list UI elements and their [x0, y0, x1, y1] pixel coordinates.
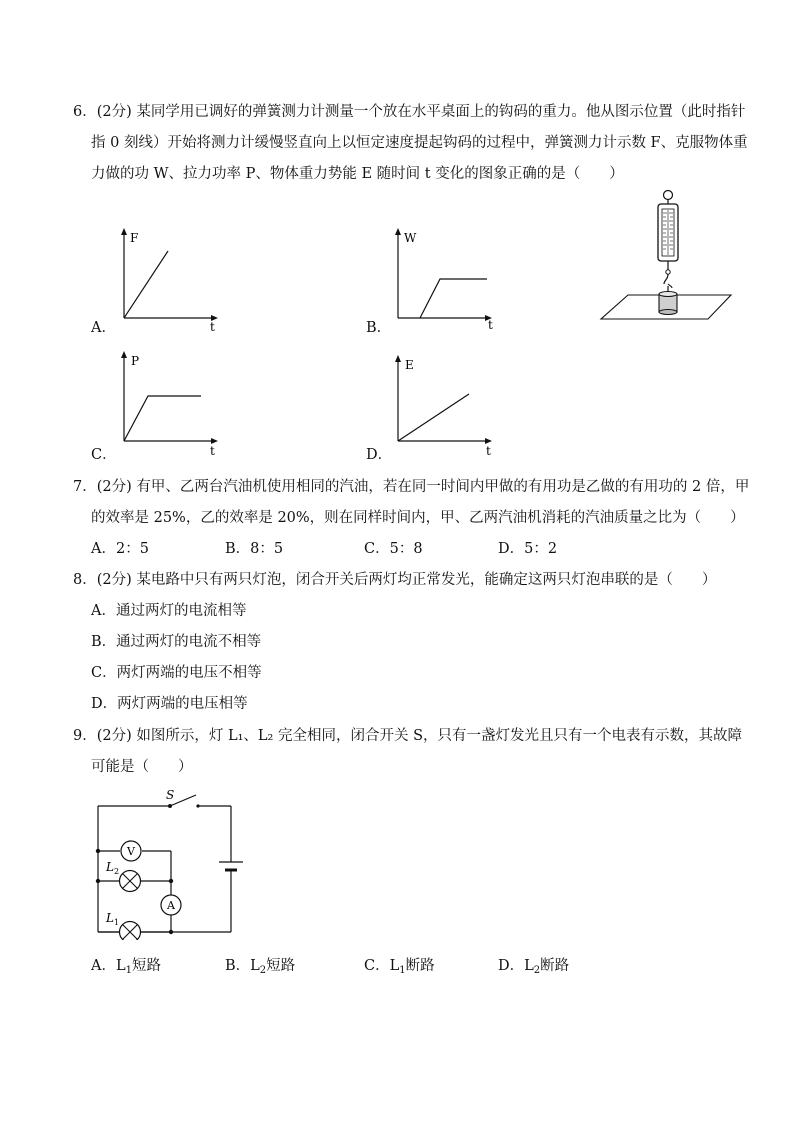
switch-label: S [166, 788, 175, 802]
graph-a-ylabel: F [130, 231, 139, 245]
q9-option-c-suffix: 断路 [405, 958, 435, 974]
graph-d-xlabel: t [486, 444, 491, 458]
graph-b-curve [420, 279, 487, 318]
graph-b-option-label: B． [366, 320, 392, 336]
q9-option-a [91, 956, 161, 981]
scale-ring [664, 191, 673, 200]
q6-text-line2: 指 0 刻线）开始将测力计缓慢竖直向上以恒定速度提起钩码的过程中，弹簧测力计示数 F、克服物体重 [91, 135, 748, 151]
lamp-l2-label-sub: 2 [114, 867, 120, 876]
q9-text-line1: 9．(2分) 如图所示，灯 L₁、L₂ 完全相同，闭合开关 S，只有一盏灯发光且只有一个电表有示数，其故障 [73, 728, 743, 744]
graph-a-option-label: A． [91, 320, 116, 336]
q9-text-line2: 可能是（ ） [91, 759, 193, 775]
lamp-l1-icon [120, 922, 141, 941]
graph-d-curve [398, 394, 469, 441]
q7-option-d: D．5：2 [498, 541, 558, 557]
graph-b-xlabel: t [488, 318, 493, 332]
spring-scale-illustration [598, 188, 738, 327]
q9-option-a-sub: 1 [125, 965, 132, 976]
lamp-l2-label: L [106, 860, 114, 874]
q8-option-a: A．通过两灯的电流相等 [91, 603, 247, 619]
switch-contact-left [168, 804, 172, 808]
q8-text-line1: 8．(2分) 某电路中只有两只灯泡，闭合开关后两灯均正常发光，能确定这两只灯泡串联的是（ ） [73, 572, 717, 588]
q9-option-c-prefix: C．L [364, 958, 400, 974]
q9-option-c-sub: 1 [399, 965, 406, 976]
ammeter-label: A [167, 899, 175, 912]
switch-contact-right [196, 804, 199, 807]
graph-c-xlabel: t [210, 444, 215, 458]
graph-d-option-label: D． [366, 447, 393, 463]
q9-option-a-suffix: 短路 [131, 958, 161, 974]
circuit-diagram [92, 785, 252, 944]
q9-option-d-suffix: 断路 [540, 958, 570, 974]
q8-option-d: D．两灯两端的电压相等 [91, 696, 248, 712]
graph-b-ylabel: W [404, 231, 417, 245]
q7-option-b: B．8：5 [225, 541, 284, 557]
q9-option-d [498, 956, 569, 981]
q8-option-c: C．两灯两端的电压不相等 [91, 665, 262, 681]
q7-option-c: C．5：8 [364, 541, 423, 557]
q6-text-line1: 6．(2分) 某同学用已调好的弹簧测力计测量一个放在水平桌面上的钩码的重力。他从图示位置（此时指针 [73, 104, 746, 120]
q9-option-b-suffix: 短路 [266, 958, 296, 974]
q8-option-b: B．通过两灯的电流不相等 [91, 634, 262, 650]
q9-option-b-prefix: B．L [225, 958, 260, 974]
q9-option-b [225, 956, 295, 981]
lamp-l1-label-sub: 1 [114, 918, 120, 927]
voltmeter-label: V [127, 845, 135, 858]
graph-c-curve [124, 396, 201, 441]
graph-d-ylabel: E [405, 358, 414, 372]
graph-a-xlabel: t [210, 320, 215, 334]
lamp-l1-label: L [106, 911, 114, 925]
q9-option-d-sub: 2 [533, 965, 541, 976]
graph-c-ylabel: P [131, 354, 140, 368]
graph-a-curve [124, 251, 168, 318]
q7-text-line2: 的效率是 25%，乙的效率是 20%，则在同样时间内，甲、乙两汽油机消耗的汽油质量之比为（ ） [91, 510, 745, 526]
q9-option-a-prefix: A．L [91, 958, 126, 974]
q7-text-line1: 7．(2分) 有甲、乙两台汽油机使用相同的汽油，若在同一时间内甲做的有用功是乙做的有用功的 2 倍，甲 [73, 479, 750, 495]
scale-hook [664, 274, 668, 284]
spring-scale-svg [598, 188, 738, 323]
q6-text-line3: 力做的功 W、拉力功率 P、物体重力势能 E 随时间 t 变化的图象正确的是（ ） [91, 166, 624, 182]
q9-option-b-sub: 2 [259, 965, 267, 976]
q7-option-a: A．2：5 [91, 541, 149, 557]
q9-option-d-prefix: D．L [498, 958, 534, 974]
q9-option-c [364, 956, 435, 981]
graph-c-option-label: C． [91, 447, 117, 463]
circuit-svg [92, 785, 252, 940]
